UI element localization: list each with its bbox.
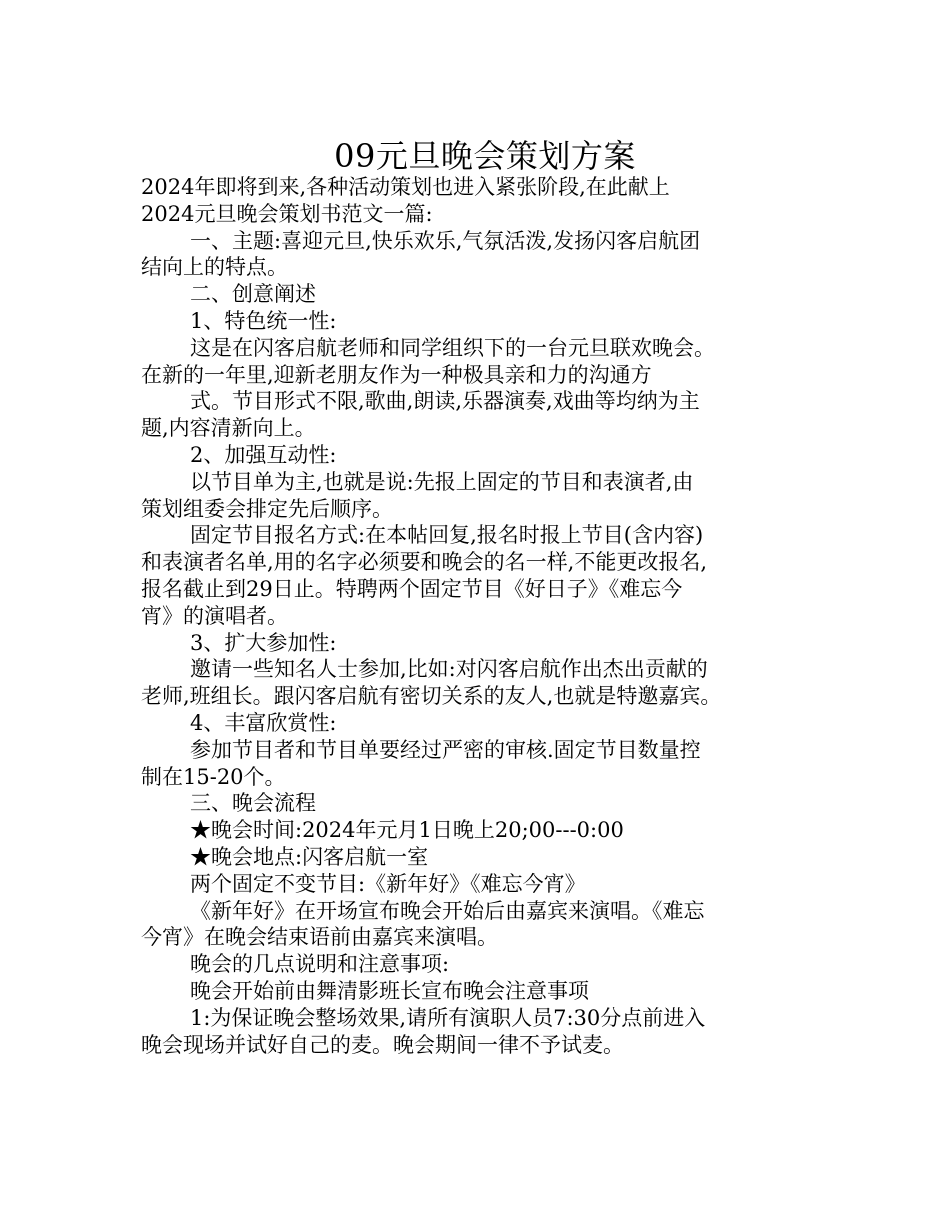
body-line: 结向上的特点。 <box>141 255 288 280</box>
body-line: 式。节目形式不限,歌曲,朗读,乐器演奏,戏曲等均纳为主 <box>190 389 700 414</box>
body-line: 参加节目者和节目单要经过严密的审核.固定节目数量控 <box>190 737 701 762</box>
body-line: 2024年即将到来,各种活动策划也进入紧张阶段,在此献上 <box>141 175 670 199</box>
document-body <box>141 174 841 1058</box>
body-line: ★晚会时间:2024年元月1日晚上20;00---0:00 <box>190 818 624 843</box>
body-line: 3、扩大参加性: <box>190 630 337 655</box>
body-line: 晚会开始前由舞清影班长宣布晚会注意事项 <box>190 978 589 1003</box>
body-line: 和表演者名单,用的名字必须要和晚会的名一样,不能更改报名, <box>141 550 708 575</box>
body-line: 固定节目报名方式:在本帖回复,报名时报上节目(含内容) <box>190 523 704 548</box>
body-line: ★晚会地点:闪客启航一室 <box>190 844 429 869</box>
body-line: 4、丰富欣赏性: <box>190 710 337 735</box>
body-line: 二、创意阐述 <box>190 282 316 307</box>
body-line: 在新的一年里,迎新老朋友作为一种极具亲和力的沟通方 <box>141 362 652 387</box>
body-line: 两个固定不变节目:《新年好》《难忘今宵》 <box>190 871 586 896</box>
body-line: 晚会现场并试好自己的麦。晚会期间一律不予试麦。 <box>141 1032 624 1057</box>
body-line: 2024元旦晚会策划书范文一篇: <box>141 201 433 226</box>
document-title: 09元旦晚会策划方案 <box>334 137 636 175</box>
body-line: 2、加强互动性: <box>190 442 337 467</box>
body-line: 制在15-20个。 <box>141 764 286 789</box>
body-line: 宵》的演唱者。 <box>141 603 288 628</box>
body-line: 今宵》在晚会结束语前由嘉宾来演唱。 <box>141 925 498 950</box>
body-line: 1:为保证晚会整场效果,请所有演职人员7:30分点前进入 <box>190 1005 706 1030</box>
body-line: 老师,班组长。跟闪客启航有密切关系的友人,也就是特邀嘉宾。 <box>141 684 722 709</box>
body-line: 三、晚会流程 <box>190 791 316 816</box>
body-line: 1、特色统一性: <box>190 308 337 333</box>
body-line: 策划组委会排定先后顺序。 <box>141 496 393 521</box>
body-line: 题,内容清新向上。 <box>141 416 316 441</box>
body-line: 这是在闪客启航老师和同学组织下的一台元旦联欢晚会。 <box>190 335 715 360</box>
body-line: 邀请一些知名人士参加,比如:对闪客启航作出杰出贡献的 <box>190 657 708 682</box>
body-line: 以节目单为主,也就是说:先报上固定的节目和表演者,由 <box>190 469 694 494</box>
body-line: 一、主题:喜迎元旦,快乐欢乐,气氛活泼,发扬闪客启航团 <box>190 228 701 253</box>
body-line: 晚会的几点说明和注意事项: <box>190 952 450 977</box>
body-line: 《新年好》在开场宣布晚会开始后由嘉宾来演唱。《难忘 <box>190 898 705 923</box>
body-line: 报名截止到29日止。特聘两个固定节目《好日子》《难忘今 <box>141 576 683 601</box>
